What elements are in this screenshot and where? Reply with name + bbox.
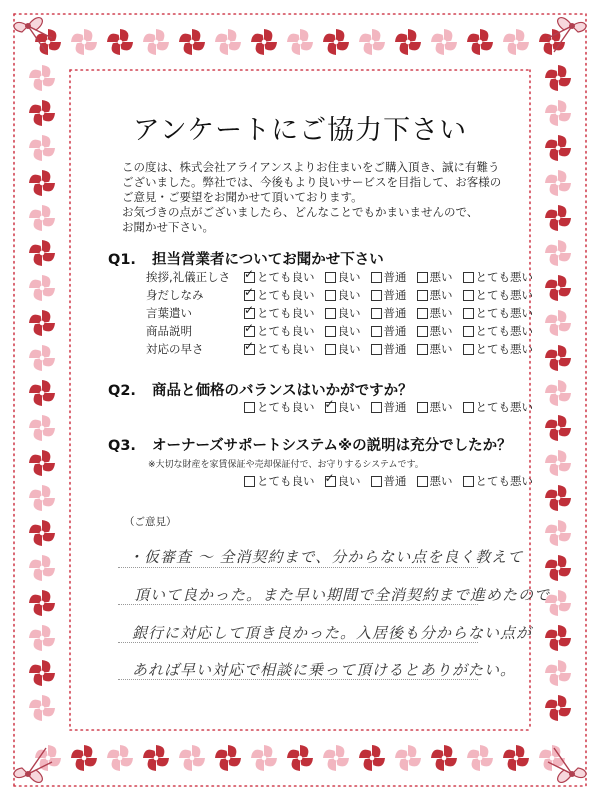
option-label: とても悪い bbox=[475, 342, 533, 356]
q1-row4-option-5[interactable] bbox=[463, 323, 534, 339]
checkbox[interactable] bbox=[325, 272, 336, 283]
q1-row2-option-5[interactable] bbox=[463, 287, 534, 303]
q1-row bbox=[146, 340, 543, 358]
checkbox[interactable] bbox=[463, 402, 474, 413]
pinwheel-icon bbox=[29, 415, 55, 441]
q2-option-1[interactable] bbox=[244, 399, 315, 415]
q2-option-3[interactable] bbox=[371, 399, 407, 415]
option-label: 良い bbox=[337, 288, 361, 302]
option-label: 悪い bbox=[429, 342, 453, 356]
comment-line-4: あれば早い対応で相談に乗って頂けるとありがたい。 bbox=[132, 661, 517, 679]
checkbox[interactable] bbox=[463, 326, 474, 337]
checkbox[interactable] bbox=[244, 290, 255, 301]
q1-row-label: 言葉遣い bbox=[146, 306, 192, 320]
pinwheel-icon bbox=[29, 170, 55, 196]
q2-option-5[interactable] bbox=[463, 399, 534, 415]
pinwheel-icon bbox=[29, 695, 55, 721]
pinwheel-icon bbox=[545, 695, 571, 721]
q1-row-label: 対応の早さ bbox=[146, 342, 204, 356]
q1-row1-option-1[interactable] bbox=[244, 269, 315, 285]
pinwheel-icon bbox=[29, 660, 55, 686]
checkbox[interactable] bbox=[463, 344, 474, 355]
q1-row2-option-1[interactable] bbox=[244, 287, 315, 303]
q1-row3-option-5[interactable] bbox=[463, 305, 534, 321]
option-label: とても悪い bbox=[475, 306, 533, 320]
pinwheel-icon bbox=[503, 29, 529, 55]
q1-row bbox=[146, 268, 543, 286]
q1-rating-grid bbox=[146, 268, 543, 358]
checkbox[interactable] bbox=[371, 344, 382, 355]
option-label: とても良い bbox=[257, 474, 315, 488]
pinwheel-icon bbox=[545, 310, 571, 336]
comment-line-3: 銀行に対応して頂き良かった。入居後も分からない点が bbox=[132, 624, 533, 642]
checkbox[interactable] bbox=[371, 308, 382, 319]
q3-note: ※大切な財産を家賃保証や売却保証付で、お守りするシステムです。 bbox=[148, 460, 424, 470]
option-label: 悪い bbox=[429, 474, 453, 488]
checkbox[interactable] bbox=[244, 402, 255, 413]
option-label: とても悪い bbox=[475, 474, 533, 488]
q3-title: オーナーズサポートシステム※の説明は充分でしたか？ bbox=[152, 438, 512, 454]
checkbox[interactable] bbox=[325, 290, 336, 301]
q1-row-label: 身だしなみ bbox=[146, 288, 204, 302]
comment-line-1: ・仮審査 ～ 全消契約まで、分からない点を良く教えて bbox=[128, 548, 524, 566]
option-label: とても良い bbox=[257, 342, 315, 356]
q1-row1-option-5[interactable] bbox=[463, 269, 534, 285]
page-title: アンケートにご協力下さい bbox=[132, 115, 468, 146]
checkbox[interactable] bbox=[417, 476, 428, 487]
pinwheel-icon bbox=[431, 29, 457, 55]
pinwheel-icon bbox=[503, 745, 529, 771]
q1-row1-option-2[interactable] bbox=[325, 269, 361, 285]
q3-options bbox=[244, 472, 543, 490]
pinwheel-icon bbox=[143, 745, 169, 771]
option-label: 普通 bbox=[383, 474, 407, 488]
q3-option-2[interactable] bbox=[325, 473, 361, 489]
q1-number: Q1. bbox=[108, 252, 136, 268]
checkbox[interactable] bbox=[371, 326, 382, 337]
pinwheel-icon bbox=[29, 345, 55, 371]
pinwheel-icon bbox=[545, 240, 571, 266]
option-label: 普通 bbox=[383, 342, 407, 356]
pinwheel-icon bbox=[29, 590, 55, 616]
checkbox[interactable] bbox=[417, 326, 428, 337]
option-label: 悪い bbox=[429, 324, 453, 338]
checkbox[interactable] bbox=[463, 272, 474, 283]
checkbox[interactable] bbox=[463, 476, 474, 487]
pinwheel-icon bbox=[29, 520, 55, 546]
q3-option-1[interactable] bbox=[244, 473, 315, 489]
q1-row3-option-3[interactable] bbox=[371, 305, 407, 321]
option-label: とても悪い bbox=[475, 400, 533, 414]
checkbox[interactable] bbox=[417, 272, 428, 283]
option-label: 普通 bbox=[383, 306, 407, 320]
q1-row5-option-1[interactable] bbox=[244, 341, 315, 357]
pinwheel-icon bbox=[467, 29, 493, 55]
pinwheel-icon bbox=[545, 345, 571, 371]
option-label: 良い bbox=[337, 474, 361, 488]
option-label: 良い bbox=[337, 400, 361, 414]
checkbox[interactable] bbox=[244, 272, 255, 283]
q1-row bbox=[146, 286, 543, 304]
pinwheel-icon bbox=[545, 555, 571, 581]
q3-option-3[interactable] bbox=[371, 473, 407, 489]
pinwheel-icon bbox=[545, 65, 571, 91]
pinwheel-icon bbox=[71, 29, 97, 55]
pinwheel-icon bbox=[143, 29, 169, 55]
checkbox[interactable] bbox=[417, 402, 428, 413]
checkbox[interactable] bbox=[417, 290, 428, 301]
pinwheel-icon bbox=[29, 485, 55, 511]
option-label: 悪い bbox=[429, 400, 453, 414]
option-label: とても悪い bbox=[475, 324, 533, 338]
q1-row-label: 商品説明 bbox=[146, 324, 192, 338]
checkbox[interactable] bbox=[244, 326, 255, 337]
pinwheel-icon bbox=[215, 745, 241, 771]
q1-row2-option-4[interactable] bbox=[417, 287, 453, 303]
pinwheel-icon bbox=[545, 275, 571, 301]
pinwheel-icon bbox=[29, 380, 55, 406]
q1-row4-option-2[interactable] bbox=[325, 323, 361, 339]
checkbox[interactable] bbox=[325, 476, 336, 487]
q3-number: Q3. bbox=[108, 438, 136, 454]
pinwheel-icon bbox=[29, 65, 55, 91]
pinwheel-icon bbox=[29, 240, 55, 266]
pinwheel-icon bbox=[287, 745, 313, 771]
pinwheel-icon bbox=[107, 745, 133, 771]
option-label: 良い bbox=[337, 270, 361, 284]
q2-option-4[interactable] bbox=[417, 399, 453, 415]
comment-line-2: 頂いて良かった。また早い期間で全消契約まで進めたので bbox=[134, 586, 551, 604]
pinwheel-icon bbox=[545, 170, 571, 196]
checkbox[interactable] bbox=[371, 476, 382, 487]
option-label: とても良い bbox=[257, 400, 315, 414]
pinwheel-icon bbox=[545, 450, 571, 476]
q1-row4-option-4[interactable] bbox=[417, 323, 453, 339]
pinwheel-icon bbox=[545, 380, 571, 406]
pinwheel-icon bbox=[431, 745, 457, 771]
q1-row5-option-5[interactable] bbox=[463, 341, 534, 357]
option-label: 普通 bbox=[383, 270, 407, 284]
pinwheel-icon bbox=[545, 205, 571, 231]
pinwheel-icon bbox=[545, 415, 571, 441]
checkbox[interactable] bbox=[463, 290, 474, 301]
pinwheel-icon bbox=[545, 485, 571, 511]
pinwheel-icon bbox=[29, 205, 55, 231]
q1-row3-option-1[interactable] bbox=[244, 305, 315, 321]
pinwheel-icon bbox=[29, 625, 55, 651]
pinwheel-icon bbox=[251, 29, 277, 55]
option-label: 良い bbox=[337, 342, 361, 356]
checkbox[interactable] bbox=[244, 476, 255, 487]
pinwheel-icon bbox=[71, 745, 97, 771]
q3-option-4[interactable] bbox=[417, 473, 453, 489]
pinwheel-icon bbox=[179, 745, 205, 771]
q1-row3-option-4[interactable] bbox=[417, 305, 453, 321]
checkbox[interactable] bbox=[325, 326, 336, 337]
pinwheel-icon bbox=[545, 520, 571, 546]
q2-number: Q2. bbox=[108, 383, 136, 399]
option-label: 良い bbox=[337, 306, 361, 320]
q2-options bbox=[244, 398, 543, 416]
q1-row1-option-4[interactable] bbox=[417, 269, 453, 285]
q1-row5-option-3[interactable] bbox=[371, 341, 407, 357]
pinwheel-icon bbox=[545, 625, 571, 651]
option-label: 悪い bbox=[429, 306, 453, 320]
checkbox[interactable] bbox=[417, 344, 428, 355]
checkbox[interactable] bbox=[325, 308, 336, 319]
option-label: 普通 bbox=[383, 288, 407, 302]
checkbox[interactable] bbox=[417, 308, 428, 319]
option-label: とても良い bbox=[257, 306, 315, 320]
q1-row2-option-2[interactable] bbox=[325, 287, 361, 303]
pinwheel-icon bbox=[323, 29, 349, 55]
option-label: とても悪い bbox=[475, 270, 533, 284]
pinwheel-icon bbox=[29, 555, 55, 581]
pinwheel-icon bbox=[323, 745, 349, 771]
pinwheel-icon bbox=[287, 29, 313, 55]
comment-label: （ご意見） bbox=[124, 516, 177, 528]
q2-heading bbox=[108, 379, 413, 400]
q1-title: 担当営業者についてお聞かせ下さい bbox=[152, 252, 384, 268]
intro-text: この度は、株式会社アライアンスよりお住まいをご購入頂き、誠に有難う ございました。弊社では、今後もより良いサービスを目指して、お客様の ご意見・ご要望をお聞かせて頂いております。 お気づきの点がございましたら、どんなことでもかまいませんので、 お聞かせ下さい。 bbox=[122, 160, 502, 234]
q1-row bbox=[146, 304, 543, 322]
pinwheel-icon bbox=[179, 29, 205, 55]
q2-title: 商品と価格のバランスはいかがですか？ bbox=[152, 383, 413, 399]
q1-row bbox=[146, 322, 543, 340]
q1-row5-option-2[interactable] bbox=[325, 341, 361, 357]
pinwheel-icon bbox=[359, 745, 385, 771]
checkbox[interactable] bbox=[325, 344, 336, 355]
option-label: とても良い bbox=[257, 288, 315, 302]
option-label: 悪い bbox=[429, 288, 453, 302]
option-label: 良い bbox=[337, 324, 361, 338]
checkbox[interactable] bbox=[244, 344, 255, 355]
q1-row-label: 挨拶,礼儀正しさ bbox=[146, 270, 231, 284]
pinwheel-icon bbox=[395, 745, 421, 771]
pinwheel-icon bbox=[29, 450, 55, 476]
q1-row4-option-1[interactable] bbox=[244, 323, 315, 339]
q2-option-2[interactable] bbox=[325, 399, 361, 415]
checkbox[interactable] bbox=[371, 272, 382, 283]
checkbox[interactable] bbox=[463, 308, 474, 319]
q1-row5-option-4[interactable] bbox=[417, 341, 453, 357]
q3-heading bbox=[108, 434, 512, 455]
checkbox[interactable] bbox=[371, 290, 382, 301]
option-label: とても悪い bbox=[475, 288, 533, 302]
q1-row3-option-2[interactable] bbox=[325, 305, 361, 321]
pinwheel-icon bbox=[29, 310, 55, 336]
option-label: 普通 bbox=[383, 400, 407, 414]
checkbox[interactable] bbox=[325, 402, 336, 413]
pinwheel-icon bbox=[107, 29, 133, 55]
q1-row1-option-3[interactable] bbox=[371, 269, 407, 285]
q1-row2-option-3[interactable] bbox=[371, 287, 407, 303]
pinwheel-icon bbox=[467, 745, 493, 771]
option-label: 普通 bbox=[383, 324, 407, 338]
pinwheel-icon bbox=[215, 29, 241, 55]
pinwheel-icon bbox=[395, 29, 421, 55]
q3-option-5[interactable] bbox=[463, 473, 534, 489]
checkbox[interactable] bbox=[244, 308, 255, 319]
q1-row4-option-3[interactable] bbox=[371, 323, 407, 339]
option-label: 悪い bbox=[429, 270, 453, 284]
pinwheel-icon bbox=[251, 745, 277, 771]
pinwheel-icon bbox=[545, 660, 571, 686]
checkbox[interactable] bbox=[371, 402, 382, 413]
option-label: とても良い bbox=[257, 324, 315, 338]
pinwheel-icon bbox=[359, 29, 385, 55]
option-label: とても良い bbox=[257, 270, 315, 284]
pinwheel-icon bbox=[29, 275, 55, 301]
